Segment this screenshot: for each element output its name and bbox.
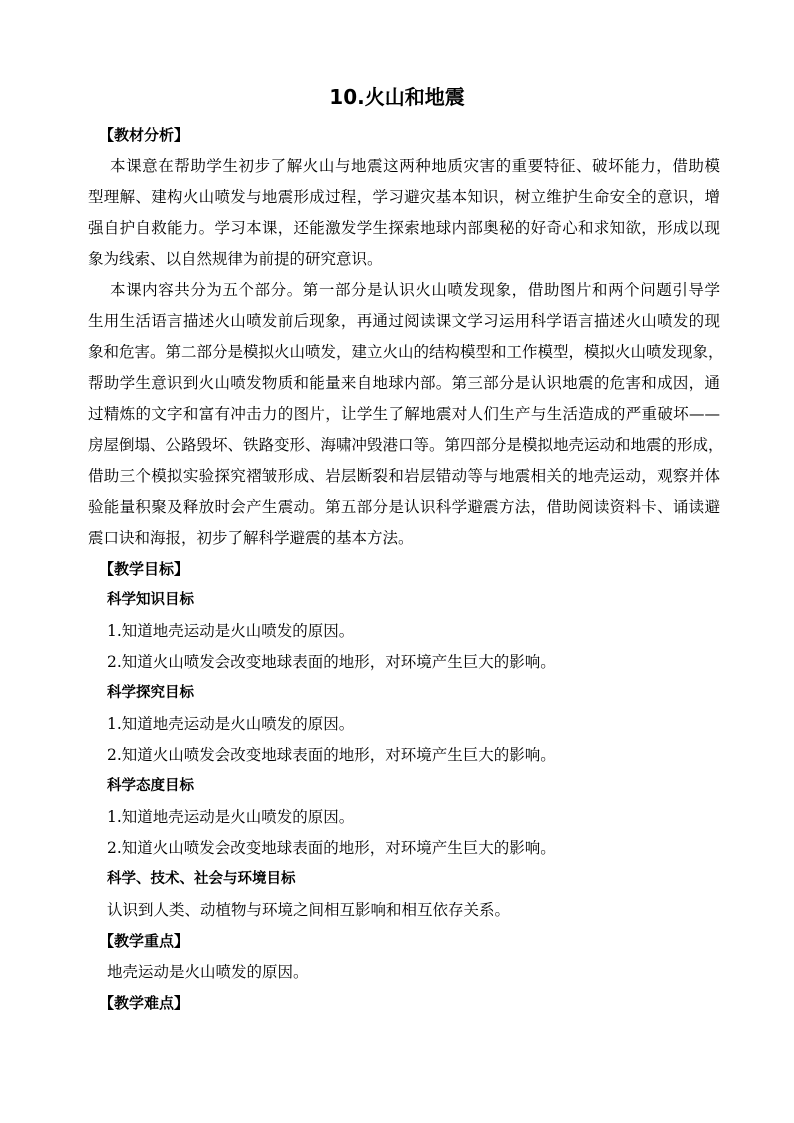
list-item: 1.知道地壳运动是火山喷发的原因。 <box>107 808 355 826</box>
subheading-stse: 科学、技术、社会与环境目标 <box>107 871 296 887</box>
section-heading-difficulty: 【教学难点】 <box>99 994 190 1012</box>
paragraph-line: 象为线索、以自然规律为前提的研究意识。 <box>88 250 383 268</box>
paragraph-line: 象和危害。第二部分是模拟火山喷发，建立火山的结构模型和工作模型，模拟火山喷发现象， <box>88 343 724 361</box>
goal-text: 认识到人类、动植物与环境之间相互影响和相互依存关系。 <box>107 901 511 919</box>
paragraph-line: 帮助学生意识到火山喷发物质和能量来自地球内部。第三部分是认识地震的危害和成因，通 <box>88 374 720 392</box>
paragraph-line: 强自护自救能力。学习本课，还能激发学生探索地球内部奥秘的好奇心和求知欲，形成以现 <box>88 219 720 237</box>
section-heading-goals: 【教学目标】 <box>99 560 190 578</box>
page-title: 10.火山和地震 <box>329 85 465 109</box>
paragraph-line: 本课内容共分为五个部分。第一部分是认识火山喷发现象，借助图片和两个问题引导学 <box>110 281 720 299</box>
list-item: 2.知道火山喷发会改变地球表面的地形，对环境产生巨大的影响。 <box>107 746 556 764</box>
list-item: 1.知道地壳运动是火山喷发的原因。 <box>107 715 355 733</box>
paragraph-line: 验能量积聚及释放时会产生震动。第五部分是认识科学避震方法，借助阅读资料卡、诵读避 <box>88 498 720 516</box>
paragraph-line: 过精炼的文字和富有冲击力的图片，让学生了解地震对人们生产与生活造成的严重破坏—— <box>88 405 720 423</box>
key-point-text: 地壳运动是火山喷发的原因。 <box>107 963 309 981</box>
paragraph-line: 生用生活语言描述火山喷发前后现象，再通过阅读课文学习运用科学语言描述火山喷发的现 <box>88 312 720 330</box>
section-heading-analysis: 【教材分析】 <box>99 126 190 144</box>
document-body <box>88 120 724 1019</box>
subheading-inquiry: 科学探究目标 <box>107 685 194 701</box>
subheading-attitude: 科学态度目标 <box>107 778 194 794</box>
paragraph-line: 震口诀和海报，初步了解科学避震的基本方法。 <box>88 529 414 547</box>
analysis-paragraph-1 <box>88 151 720 275</box>
list-item: 2.知道火山喷发会改变地球表面的地形，对环境产生巨大的影响。 <box>107 839 556 857</box>
subheading-knowledge: 科学知识目标 <box>107 592 194 608</box>
list-item: 1.知道地壳运动是火山喷发的原因。 <box>107 622 355 640</box>
paragraph-line: 本课意在帮助学生初步了解火山与地震这两种地质灾害的重要特征、破坏能力，借助模 <box>110 157 720 175</box>
paragraph-line: 型理解、建构火山喷发与地震形成过程，学习避灾基本知识，树立维护生命安全的意识，增 <box>88 188 720 206</box>
section-heading-key-point: 【教学重点】 <box>99 932 190 950</box>
analysis-paragraph-2 <box>88 275 724 554</box>
paragraph-line: 借助三个模拟实验探究褶皱形成、岩层断裂和岩层错动等与地震相关的地壳运动，观察并体 <box>88 467 720 485</box>
paragraph-line: 房屋倒塌、公路毁坏、铁路变形、海啸冲毁港口等。第四部分是模拟地壳运动和地震的形成， <box>88 436 724 454</box>
list-item: 2.知道火山喷发会改变地球表面的地形，对环境产生巨大的影响。 <box>107 653 556 671</box>
